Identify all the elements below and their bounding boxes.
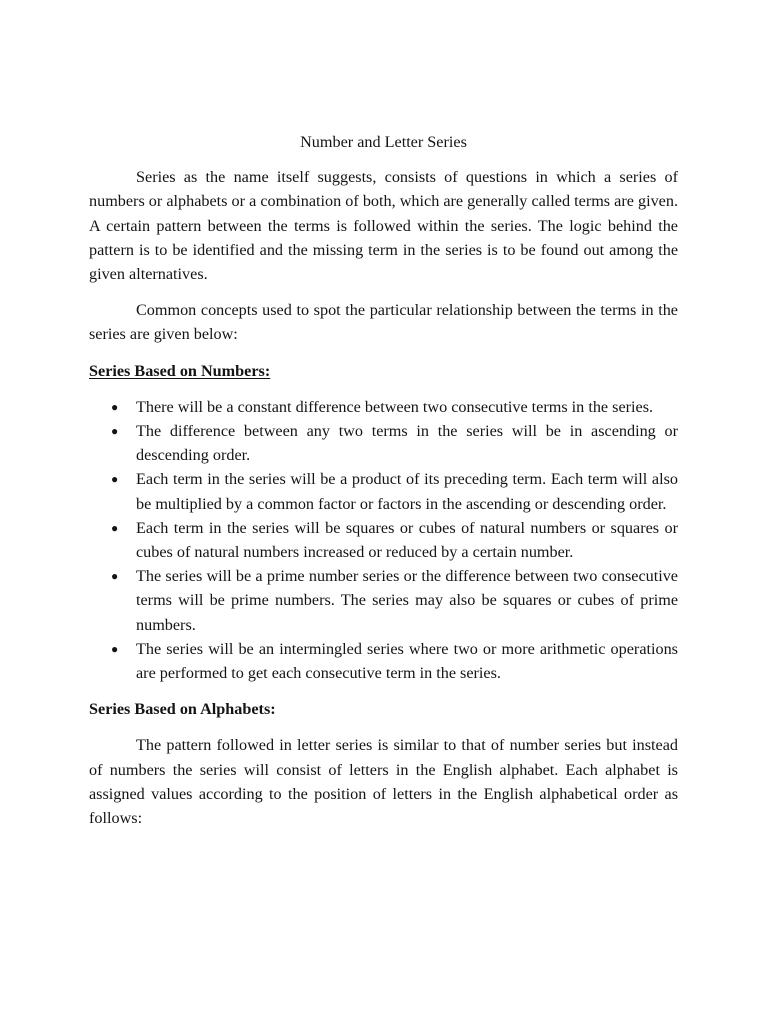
bullet-text: The series will be an intermingled series where two or more arithmetic operations are performed to get each consecutive term in the series.: [136, 639, 678, 683]
bullet-item: [89, 516, 678, 564]
alphabets-section-heading: Series Based on Alphabets:: [89, 700, 276, 719]
bullet-icon: ●: [111, 472, 119, 487]
bullet-item: [89, 419, 678, 467]
bullet-text: The series will be a prime number series or the difference between two consecutive terms will be prime numbers. The series may also be squares or cubes of prime numbers.: [136, 567, 678, 634]
numbers-bullet-list: [89, 395, 678, 685]
bullet-text: Each term in the series will be squares or cubes of natural numbers or squares or cubes of natural numbers increased or reduced by a certain number.: [136, 518, 678, 562]
bullet-icon: ●: [111, 641, 119, 656]
bullet-icon: ●: [111, 424, 119, 439]
document-title: Number and Letter Series: [300, 133, 467, 151]
bullet-icon: ●: [111, 520, 119, 535]
bullet-item: [89, 467, 678, 515]
bullet-text: The difference between any two terms in the series will be in ascending or descending order.: [136, 422, 678, 465]
intro-paragraph-1: Series as the name itself suggests, consists of questions in which a series of numbers or alphabets or a combination of both, which are generally called terms are given. A certain pattern between the terms is followed within the series. The logic behind the pattern is to be identified and the missing term in the series is to be found out among the given alternatives.: [89, 168, 678, 284]
bullet-item: [89, 395, 678, 419]
bullet-text: There will be a constant difference between two consecutive terms in the series.: [136, 397, 654, 416]
bullet-icon: ●: [111, 399, 119, 414]
numbers-section-heading: Series Based on Numbers:: [89, 361, 271, 380]
intro-paragraph-2: Common concepts used to spot the particular relationship between the terms in the series are given below:: [89, 301, 678, 344]
document-body: [89, 130, 678, 842]
bullet-icon: ●: [111, 569, 119, 584]
alphabets-paragraph: The pattern followed in letter series is similar to that of number series but instead of numbers the series will consist of letters in the English alphabet. Each alphabet is assigned values according to the position of letters in the English alphabetical order as follows:: [89, 736, 678, 828]
bullet-item: [89, 564, 678, 637]
bullet-item: [89, 637, 678, 685]
bullet-text: Each term in the series will be a product of its preceding term. Each term will also be multiplied by a common factor or factors in the ascending or descending order.: [136, 470, 678, 513]
